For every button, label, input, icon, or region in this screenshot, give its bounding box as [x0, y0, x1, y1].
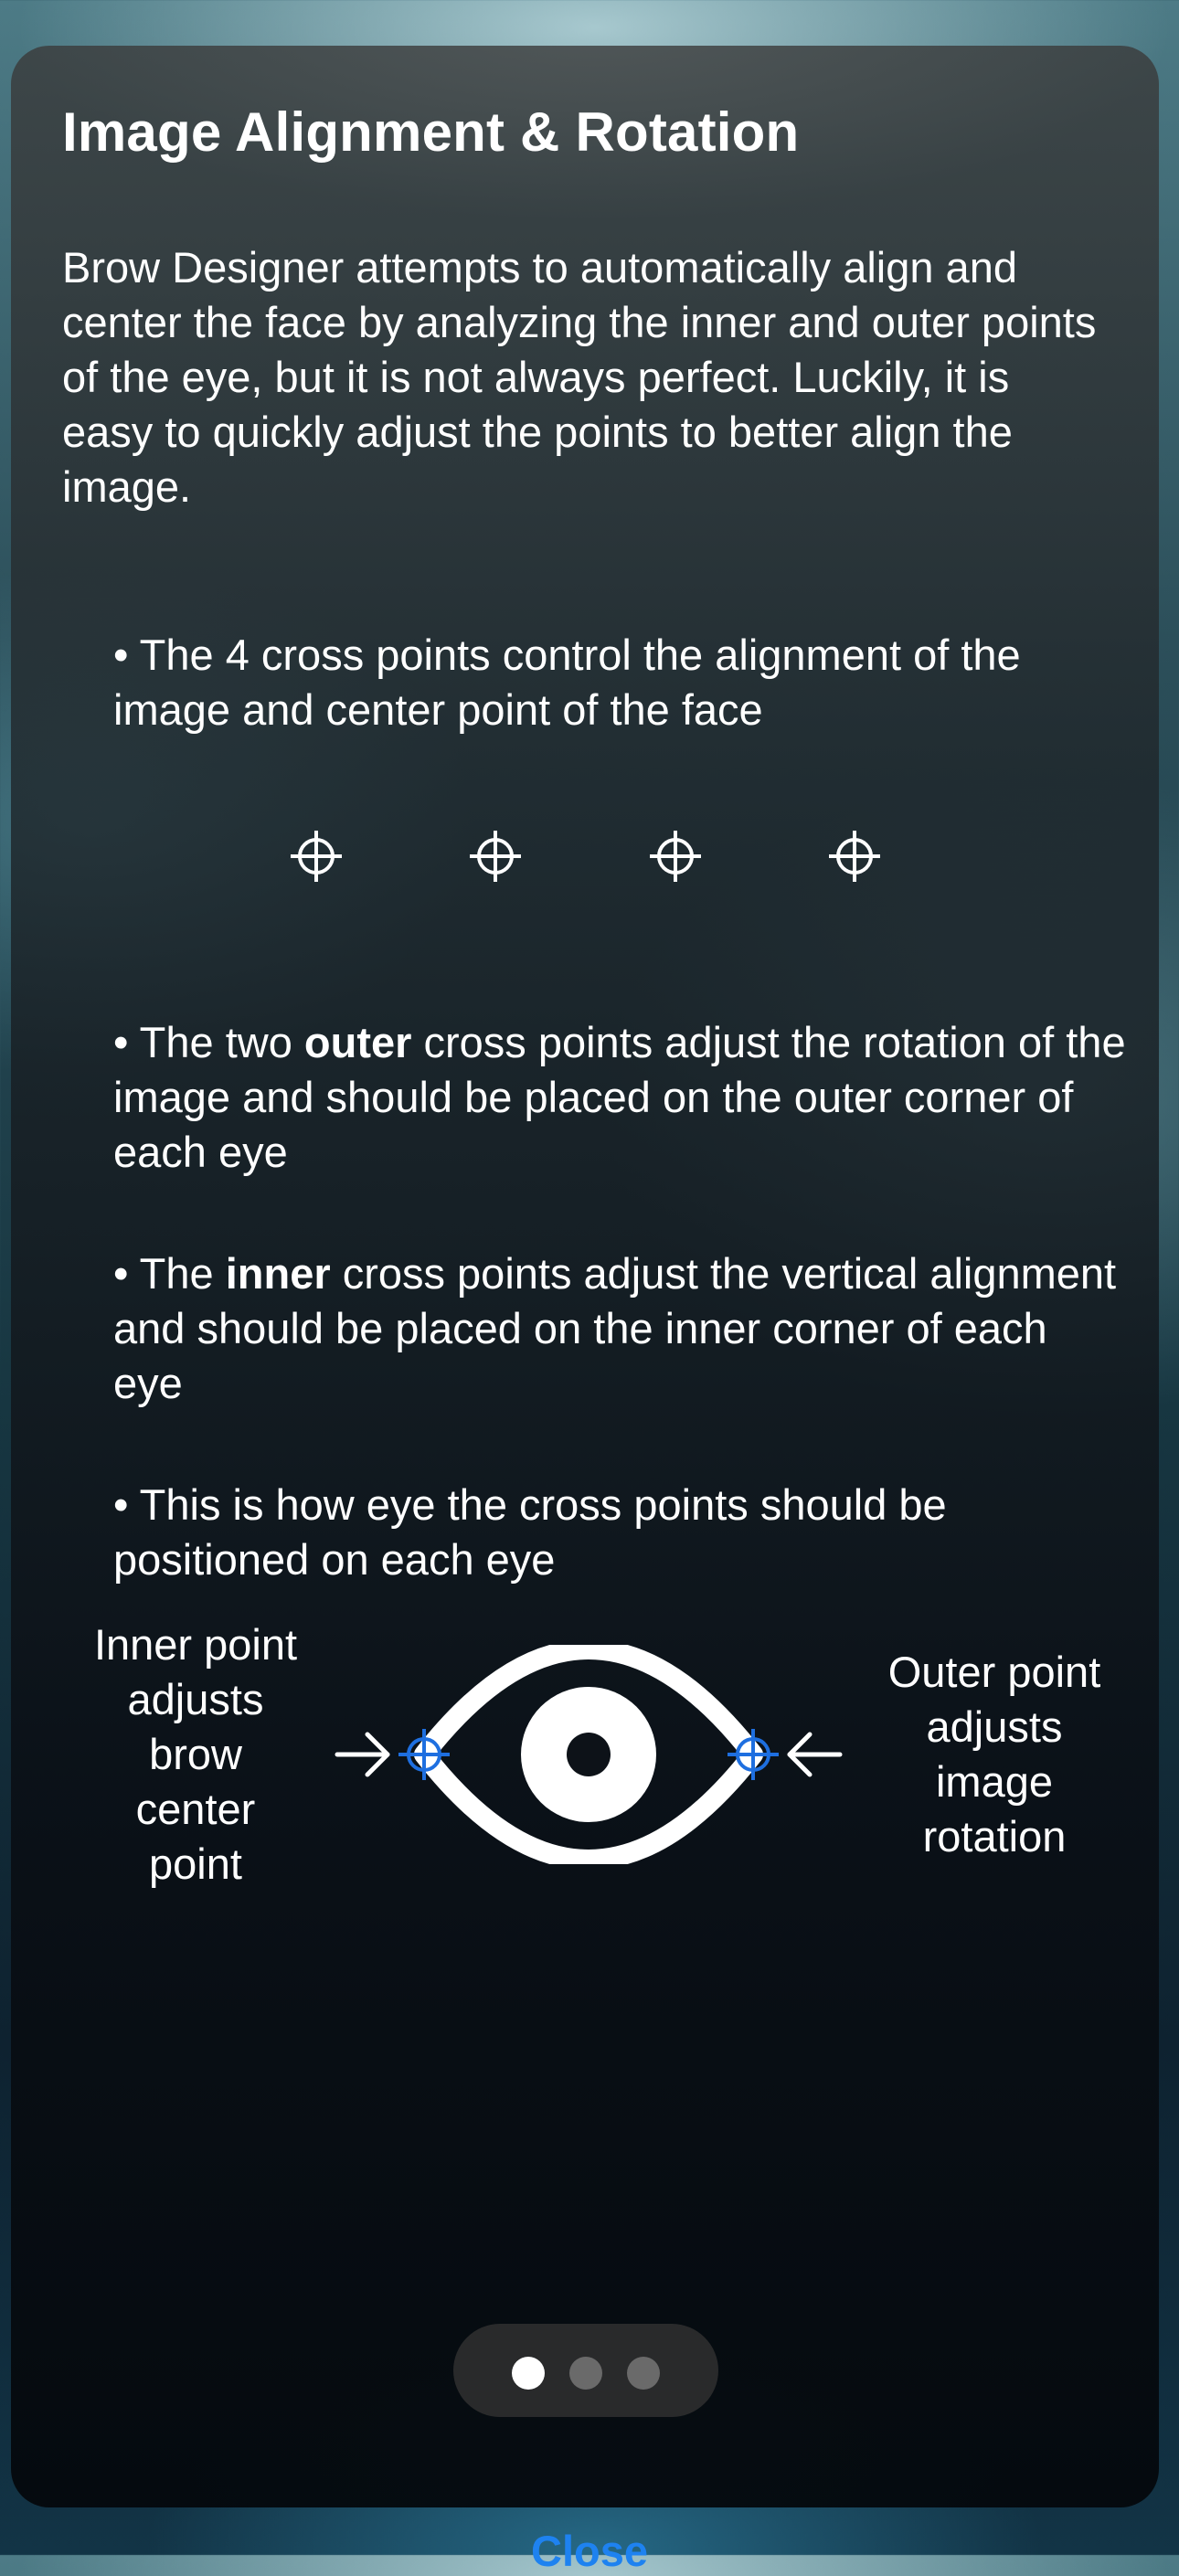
intro-paragraph: Brow Designer attempts to automatically align and center the face by analyzing the inner and outer points of the eye, but it is not always perfect. Luckily, it is easy to quickly adjust the points to better align the image. — [62, 243, 1097, 511]
bullet-eye-positioning: • This is how eye the cross points should be positioned on each eye — [113, 1480, 947, 1584]
page-dot-1[interactable] — [512, 2357, 545, 2390]
caption-line: adjusts — [926, 1702, 1063, 1751]
bullet-text: cross points adjust the vertical alignment and should be placed on the inner corner of each eye — [113, 1249, 1117, 1407]
crosshair-icon — [825, 827, 884, 885]
caption-line: image — [935, 1757, 1053, 1806]
page-dot-2[interactable] — [569, 2357, 602, 2390]
bullet-emphasis: inner — [225, 1249, 331, 1298]
bullet-emphasis: outer — [303, 1018, 412, 1066]
bullet-cross-points: • The 4 cross points control the alignment of the image and center point of the face — [113, 631, 1021, 734]
caption-line: adjusts — [127, 1675, 264, 1723]
bullet-outer-points — [113, 1015, 1128, 1180]
eye-diagram — [11, 1590, 1159, 1901]
caption-line: Outer point — [887, 1648, 1101, 1696]
bullet-text: • The two — [113, 1018, 304, 1066]
caption-line: rotation — [922, 1812, 1067, 1860]
close-button[interactable]: Close — [531, 2527, 648, 2575]
caption-line: Inner point — [93, 1620, 298, 1669]
arrow-left-icon — [790, 1734, 840, 1775]
tutorial-panel — [11, 46, 1159, 2507]
caption-line: center — [135, 1785, 256, 1833]
inner-point-caption — [37, 1617, 355, 1892]
eye-icon — [424, 1649, 753, 1860]
page-title: Image Alignment & Rotation — [62, 101, 800, 163]
page-indicator[interactable] — [453, 2324, 718, 2417]
bullet-text: cross points adjust the rotation of the image and should be placed on the outer corner of each eye — [113, 1018, 1126, 1176]
page-dot-3[interactable] — [627, 2357, 660, 2390]
crosshair-icon — [287, 827, 345, 885]
outer-point-caption — [843, 1645, 1146, 1864]
caption-line: brow — [149, 1730, 242, 1778]
arrow-right-icon — [337, 1734, 388, 1775]
eye-illustration — [333, 1645, 844, 1864]
crosshair-row — [11, 827, 1159, 891]
bullet-text: • The — [113, 1249, 226, 1298]
crosshair-icon — [646, 827, 705, 885]
crosshair-icon — [466, 827, 525, 885]
bullet-inner-points — [113, 1246, 1128, 1411]
caption-line: point — [149, 1839, 242, 1888]
